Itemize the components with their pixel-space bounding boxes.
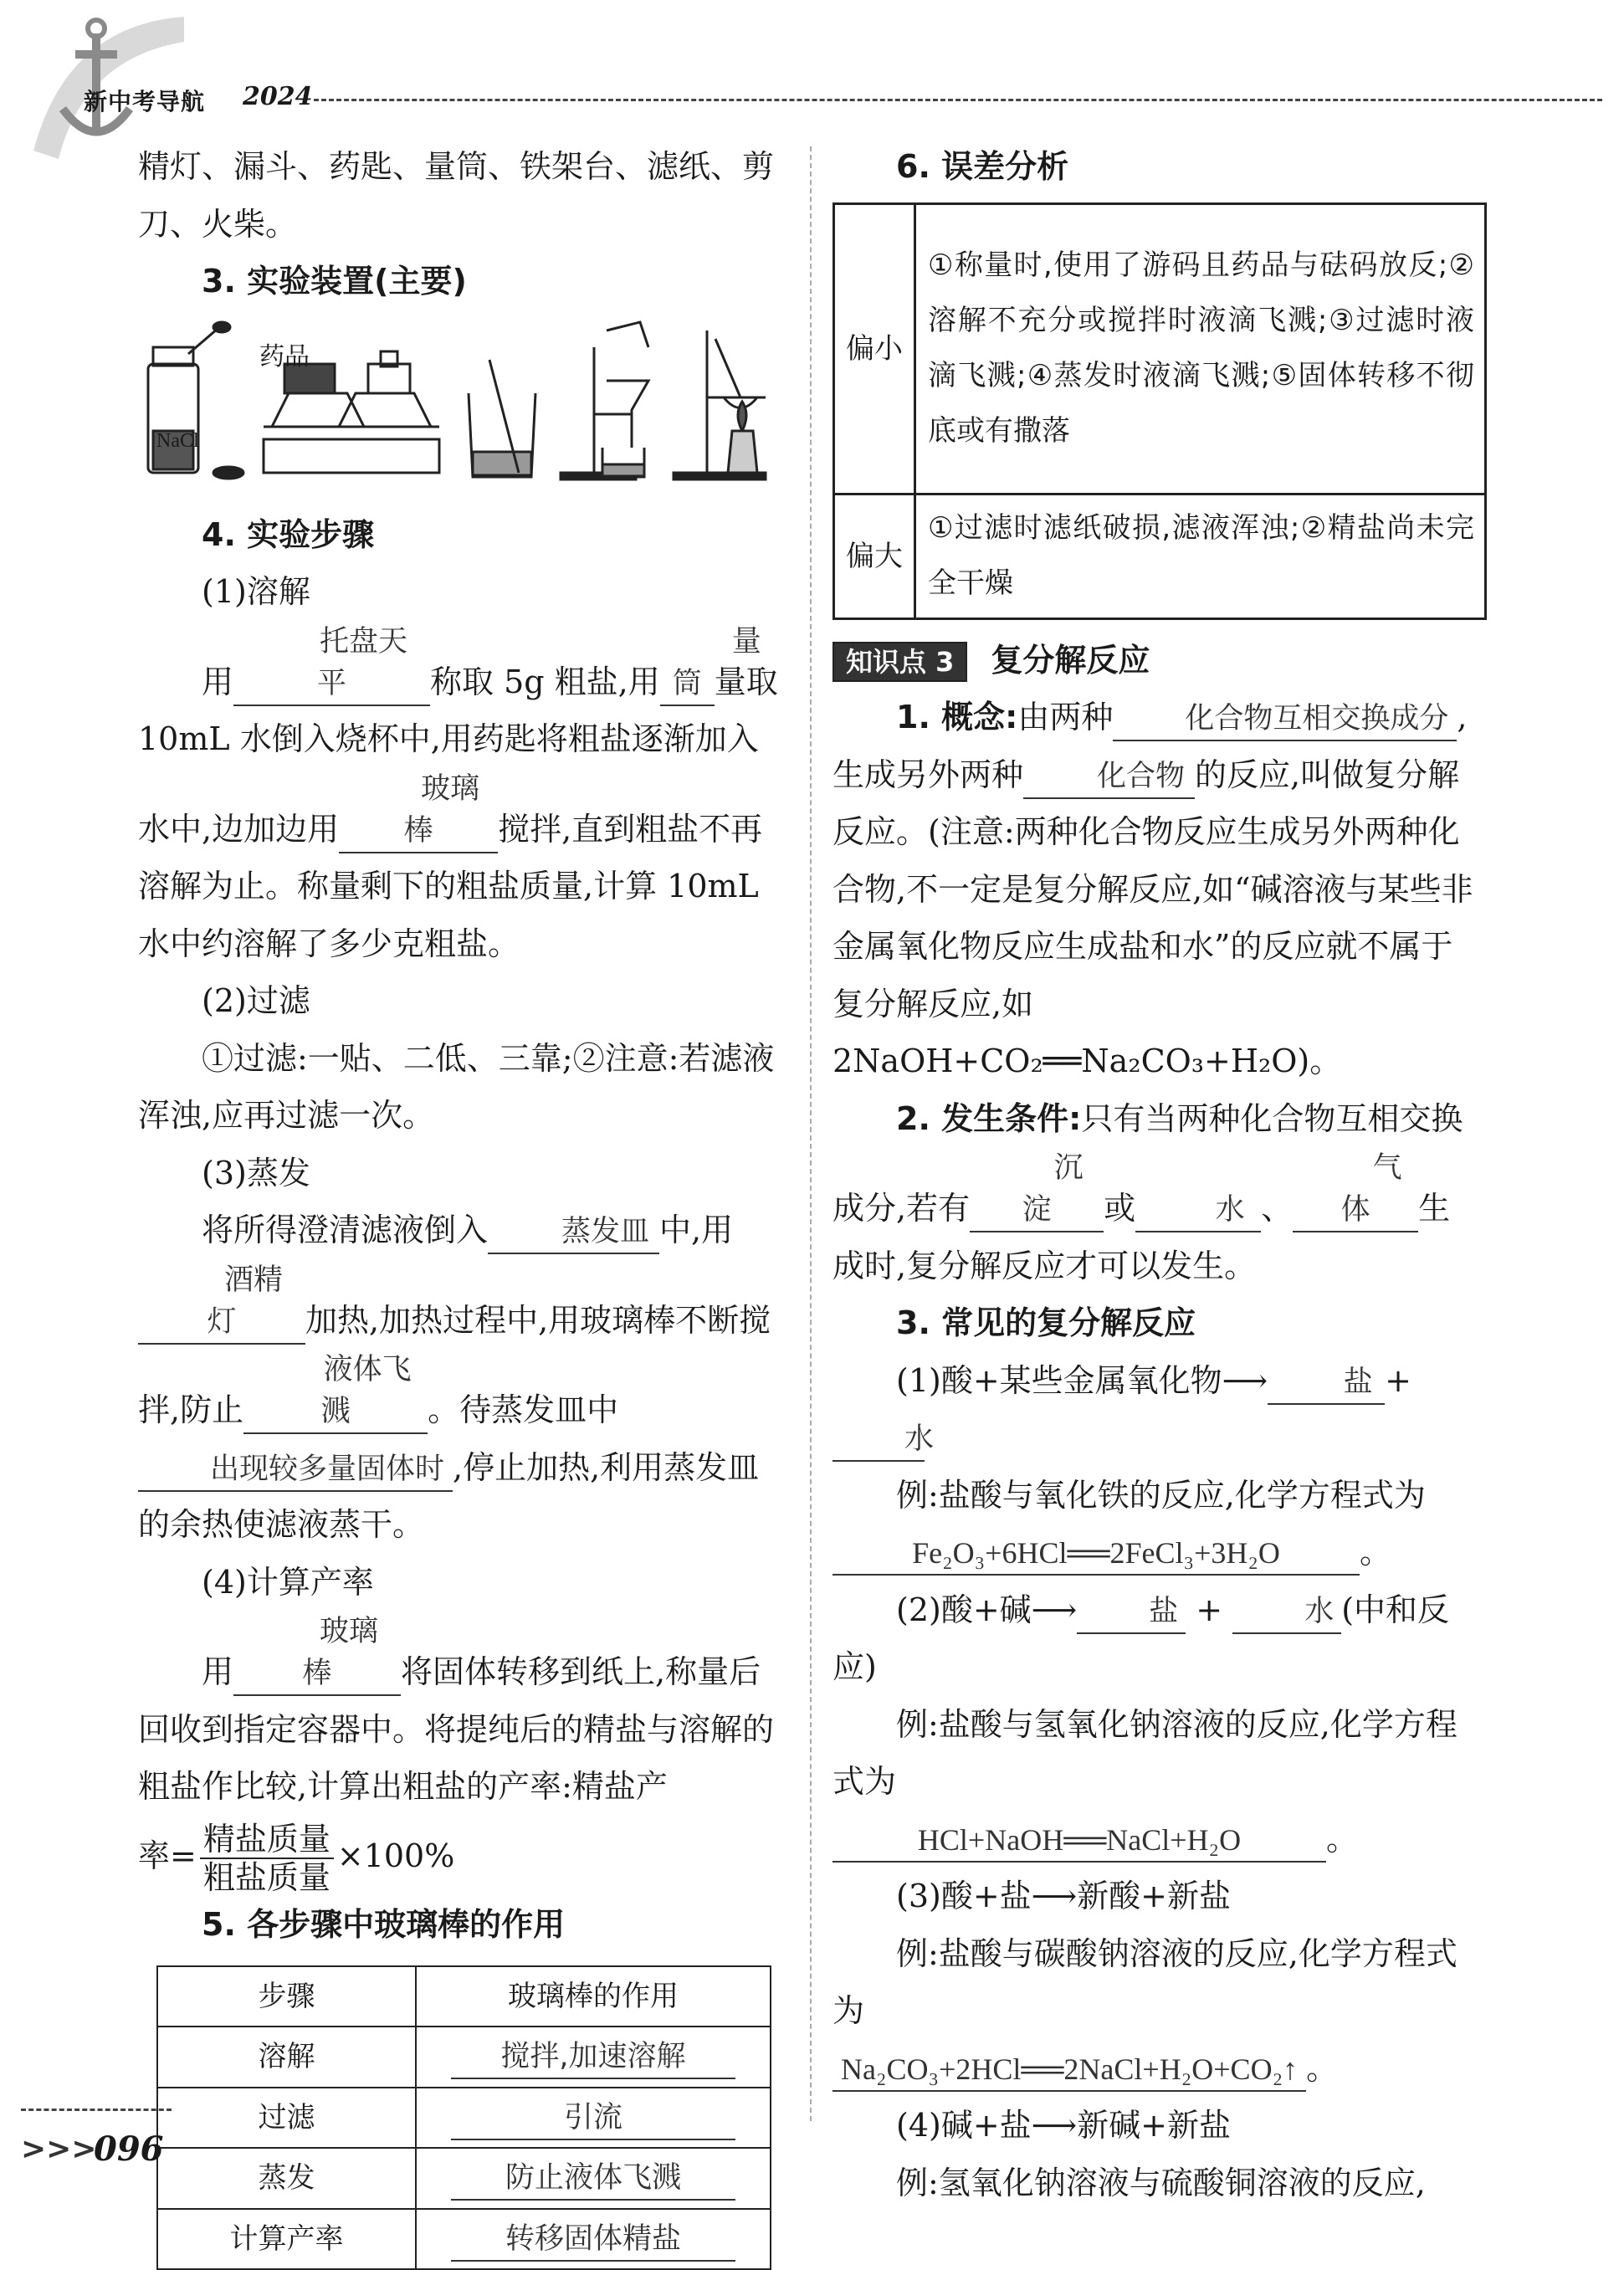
blank-balance: 托盘天平 [233,621,430,706]
row-step: 蒸发 [157,2148,416,2209]
row-step: 溶解 [157,2027,416,2088]
continued-line: 精灯、漏斗、药匙、量筒、铁架台、滤纸、剪刀、火柴。 [138,138,786,253]
table-row [157,2209,771,2270]
blank-precipitate: 沉淀 [970,1147,1104,1232]
footer-divider [21,2109,172,2111]
blank-compound: 化合物 [1023,756,1195,799]
error-value-low: ①称量时,使用了游码且药品与砝码放反;②溶解不充分或搅拌时液滴飞溅;③过滤时液滴飞溅;④蒸发时液滴飞溅;⑤固体转移不彻底或有撒落 [915,203,1486,494]
row-function: 搅拌,加速溶解 [416,2027,771,2088]
page-number: 096 [94,2129,164,2169]
left-column [138,138,786,2270]
reaction-3-example: 例:盐酸与碳酸钠溶液的反应,化学方程式为 [832,1925,1481,2040]
condition-paragraph: 2. 发生条件:只有当两种化合物互相交换成分,若有沉淀 或 水 、气体 生成时,复分解反应才可以发生。 [832,1090,1481,1295]
table-row [834,203,1486,494]
reaction-4-example: 例:氢氧化钠溶液与硫酸铜溶液的反应, [832,2155,1481,2212]
apparatus-illustration [138,314,791,498]
step-3-title: (3)蒸发 [138,1145,786,1202]
knowledge-point-heading [832,632,1481,689]
table-row [157,2027,771,2088]
row-step: 计算产率 [157,2209,416,2270]
table-row [157,2148,771,2209]
reaction-3: (3)酸+盐⟶新酸+新盐 [832,1868,1481,1925]
header-year: 2024 [243,82,313,111]
row-function: 引流 [416,2088,771,2149]
footer-arrows-icon: >>> [21,2132,97,2166]
apparatus-label-nacl: NaCl [156,412,199,470]
error-key-low: 偏小 [834,203,915,494]
blank-gas: 气体 [1293,1147,1418,1232]
table-row [834,494,1486,618]
step-4-text: 用玻璃棒 将固体转移到纸上,称量后回收到指定容器中。将提纯后的精盐与溶解的粗盐作比较,计算出粗盐的产率:精盐产 [138,1611,786,1816]
yield-fraction: $\frac{\text{精盐质量}}{\text{粗盐质量}}$ [200,1821,334,1896]
step-3-text: 将所得澄清滤液倒入 蒸发皿 中,用酒精灯 加热,加热过程中,用玻璃棒不断搅拌,防止液体飞溅 。待蒸发皿中出现较多量固体时 ,停止加热,利用蒸发皿的余热使滤液蒸干。 [138,1202,786,1554]
blank-cylinder: 量筒 [660,621,715,706]
reaction-4: (4)碱+盐⟶新碱+新盐 [832,2097,1481,2155]
section-5-title: 5. 各步骤中玻璃棒的作用 [138,1896,786,1954]
blank-solid-appears: 出现较多量固体时 [138,1448,453,1492]
header-divider [314,99,1602,101]
step-1-title: (1)溶解 [138,563,786,621]
header-brand: 新中考导航 [84,84,205,117]
right-column [832,138,1481,2211]
blank-glass-rod-2: 玻璃棒 [233,1611,401,1696]
section-6-title: 6. 误差分析 [832,138,1481,196]
knowledge-point-tag: 知识点 3 [832,642,967,682]
error-analysis-table [832,202,1487,620]
reaction-1-example: 例:盐酸与氧化铁的反应,化学方程式为 [832,1467,1481,1524]
section-4-title: 4. 实验步骤 [138,506,786,564]
header-function: 玻璃棒的作用 [416,1966,771,2027]
section-common-title: 3. 常见的复分解反应 [832,1294,1481,1352]
concept-paragraph: 1. 概念:由两种 化合物互相交换成分 ,生成另外两种 化合物 的反应,叫做复分解反应。(注意:两种化合物反应生成另外两种化合物,不一定是复分解反应,如“碱溶液与某些非金属氧化物反应生成盐和水”的反应就不属于复分解反应,如 2NaOH+CO₂══Na₂CO₃+H₂O)。 [832,689,1481,1090]
header-step: 步骤 [157,1966,416,2027]
blank-splash: 液体飞溅 [243,1349,428,1434]
reaction-1-equation: Fe₂O₃+6HCl══2FeCl₃+3H₂O 。 [832,1524,1481,1581]
step-2-title: (2)过滤 [138,972,786,1030]
row-function: 防止液体飞溅 [416,2148,771,2209]
table-header-row [157,1966,771,2027]
section-3-title: 3. 实验装置(主要) [138,253,786,310]
error-key-high: 偏大 [834,494,915,618]
error-value-high: ①过滤时滤纸破损,滤液浑浊;②精盐尚未完全干燥 [915,494,1486,618]
step-4-title: (4)计算产率 [138,1554,786,1612]
row-function: 转移固体精盐 [416,2209,771,2270]
knowledge-point-title: 复分解反应 [991,642,1150,679]
yield-formula: 率= $\frac{\text{精盐质量}}{\text{粗盐质量}}$ ×100% [138,1816,786,1897]
apparatus-label-drug: 药品 [259,329,310,387]
reaction-2-example: 例:盐酸与氢氧化钠溶液的反应,化学方程式为 [832,1696,1481,1811]
reaction-2-equation: HCl+NaOH══NaCl+H₂O 。 [832,1811,1481,1868]
blank-water: 水 [1135,1189,1261,1232]
blank-evaporating-dish: 蒸发皿 [488,1211,659,1254]
column-divider [810,146,812,2121]
blank-exchange: 化合物互相交换成分 [1113,698,1457,741]
glass-rod-table [156,1965,771,2270]
row-step: 过滤 [157,2088,416,2149]
step-1-text: 用托盘天平 称取 5g 粗盐,用量筒 量取 10mL 水倒入烧杯中,用药匙将粗盐逐渐加入水中,边加边用玻璃棒 搅拌,直到粗盐不再溶解为止。称量剩下的粗盐质量,计算 10mL 水中约溶解了多少克粗盐。 [138,621,786,973]
reaction-2: (2)酸+碱⟶ 盐 + 水 (中和反应) [832,1581,1481,1696]
lab-equipment-icon [138,314,791,498]
table-row [157,2088,771,2149]
step-2-text: ①过滤:一贴、二低、三靠;②注意:若滤液浑浊,应再过滤一次。 [138,1030,786,1145]
blank-glass-rod-1: 玻璃棒 [339,768,498,853]
blank-alcohol-lamp: 酒精灯 [138,1259,305,1345]
reaction-3-equation: Na₂CO₃+2HCl══2NaCl+H₂O+CO₂↑ 。 [832,2040,1481,2098]
reaction-1: (1)酸+某些金属氧化物⟶ 盐 + 水 [832,1352,1481,1467]
